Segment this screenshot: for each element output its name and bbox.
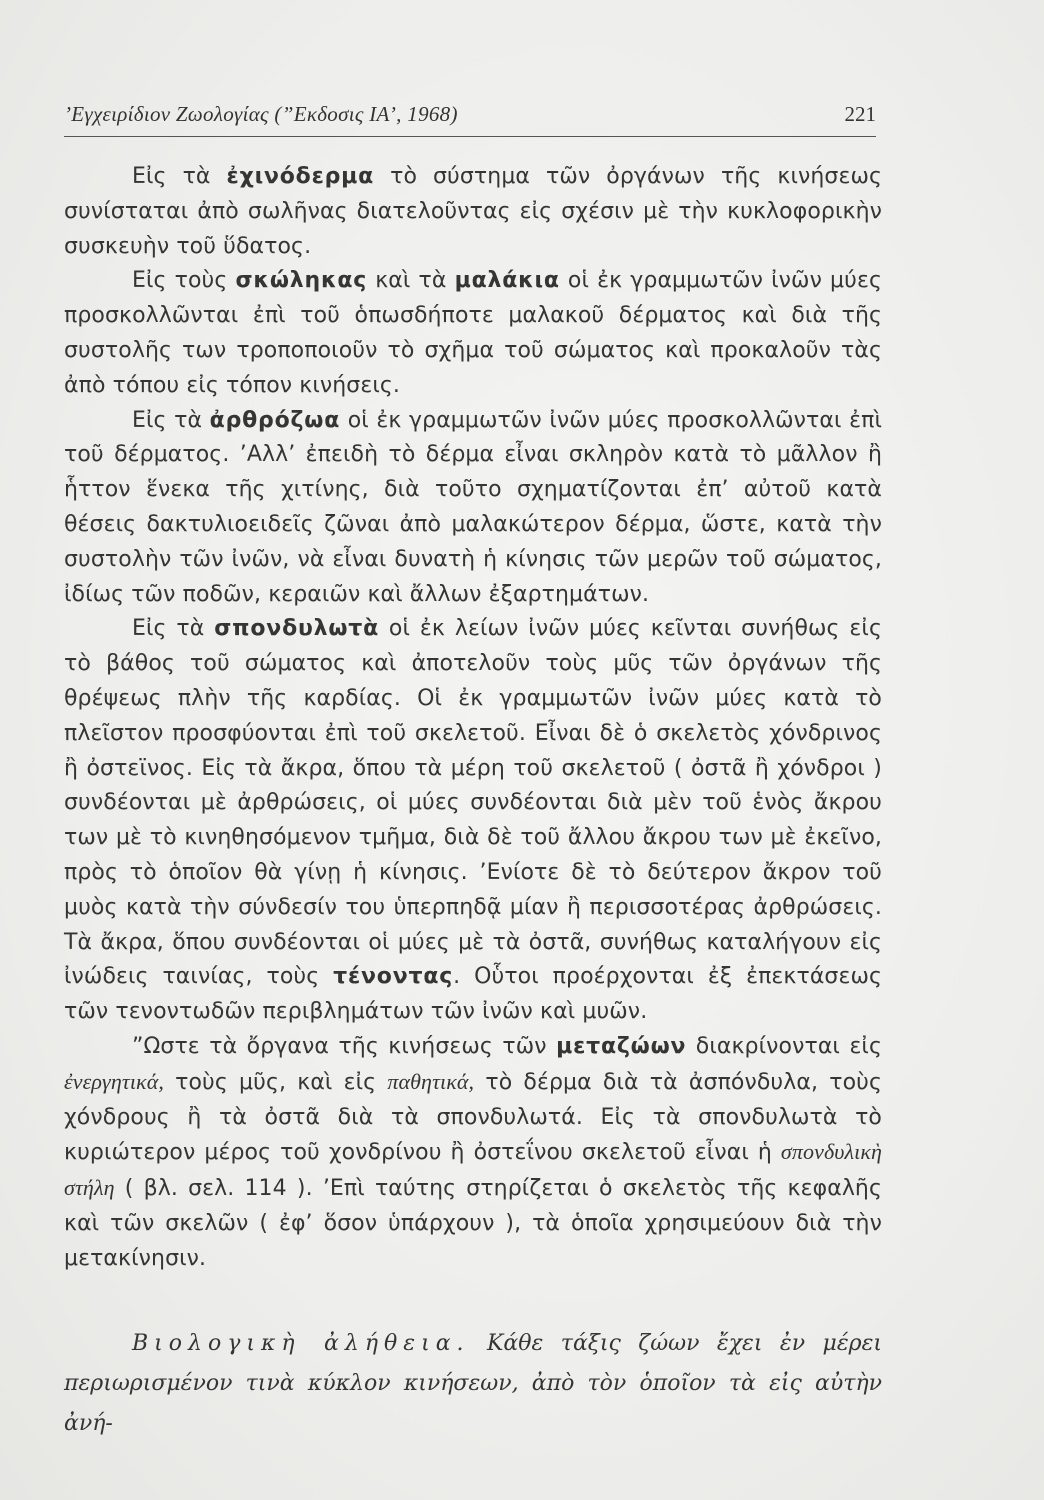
text-run: Εἰς τὰ: [132, 407, 210, 433]
italic-term: παθητικά,: [387, 1068, 475, 1094]
page-header: [64, 96, 876, 137]
italic-term: ἐνεργητικά,: [64, 1068, 164, 1094]
text-run: τὸ σύστημα τῶν ὀργάνων τῆς κινήσεως συνίσταται ἀπὸ σωλῆνας διατελοῦντας εἰς σχέσιν μὲ τὴν κυκλοφορικὴν συσκευὴν τοῦ ὕδατος.: [64, 164, 882, 259]
text-run: οἱ ἐκ γραμμωτῶν ἰνῶν μύες προσκολλῶνται ἐπὶ τοῦ ὁπωσδήποτε μαλακοῦ δέρματος καὶ διὰ τῆς συστολῆς των τροποποιοῦν τὸ σχῆμα τοῦ σώματος καὶ προκαλοῦν τὰς ἀπὸ τόπου εἰς τόπον κινήσεις.: [64, 268, 882, 398]
text-run: Εἰς τὰ: [132, 616, 215, 642]
paragraph-arthropods: [64, 404, 882, 613]
text-run: διακρίνονται εἰς: [686, 1033, 882, 1059]
italic-term: σπονδυλικὴ στήλη: [64, 1139, 882, 1201]
text-run: οἱ ἐκ λείων ἰνῶν μύες κεῖνται συνήθως εἰς τὸ βάθος τοῦ σώματος καὶ ἀποτελοῦν τοὺς μῦς τῶν ὀργάνων τῆς θρέψεως πλὴν τῆς καρδίας. Οἱ ἐκ γραμμωτῶν ἰνῶν μύες κατὰ τὸ πλεῖστον προσφύονται ἐπὶ τοῦ σκελετοῦ. Εἶναι δὲ ὁ σκελετὸς χόνδρινος ἢ ὀστεϊνος. Εἰς τὰ ἄκρα, ὅπου τὰ μέρη τοῦ σκελετοῦ ( ὀστᾶ ἢ χόνδροι ) συνδέονται μὲ ἀρθρώσεις, οἱ μύες συνδέονται διὰ μὲν τοῦ ἑνὸς ἄκρου των μὲ τὸ κινηθησόμενον τμῆμα, διὰ δὲ τοῦ ἄλλου ἄκρου των μὲ ἐκεῖνο, πρὸς τὸ ὁποῖον θὰ γίνῃ ἡ κίνησις. ’Ενίοτε δὲ τὸ δεύτερον ἄκρον τοῦ μυὸς κατὰ τὴν σύνδεσίν του ὑπερπηδᾷ μίαν ἢ περισσοτέρας ἀρθρώσεις. Τὰ ἄκρα, ὅπου συνδέονται οἱ μύες μὲ τὰ ὀστᾶ, συνήθως καταλήγουν εἰς ἰνώδεις ταινίας, τοὺς: [64, 616, 882, 990]
paragraph-echinoderms: [64, 160, 882, 264]
bold-term: ἐχινόδερμα: [226, 164, 375, 189]
text-run: . Οὗτοι προέρχονται ἐξ ἐπεκτάσεως τῶν τενοντωδῶν περιβλημάτων τῶν ἰνῶν καὶ μυῶν.: [64, 964, 882, 1025]
text-run: Κάθε τάξις ζώων ἔχει ἐν μέρει περιωρισμένον τινὰ κύκλον κινήσεων, ἀπὸ τὸν ὁποῖον τὰ εἰς αὐτὴν ἀνή-: [64, 1331, 883, 1436]
text-run: Εἰς τὰ: [132, 164, 227, 189]
text-run: Εἰς τοὺς: [132, 268, 236, 294]
bold-term: τένοντας: [333, 964, 454, 990]
bold-term: ἀρθρόζωα: [209, 407, 341, 433]
bold-term: μαλάκια: [454, 268, 560, 294]
biological-truth-paragraph: [64, 1324, 882, 1444]
text-run: τοὺς μῦς, καὶ εἰς: [163, 1069, 388, 1095]
text-run: ( βλ. σελ. 114 ). ’Επὶ ταύτης στηρίζεται ὁ σκελετὸς τῆς κεφαλῆς καὶ τῶν σκελῶν ( ἐφ’ ὅσον ὑπάρχουν ), τὰ ὁποῖα χρησιμεύουν διὰ τὴν μετακίνησιν.: [64, 1176, 882, 1271]
biological-truth-heading: Βιολογικὴ ἀλήθεια.: [132, 1331, 470, 1356]
text-run: καὶ τὰ: [367, 268, 455, 294]
body-text: [64, 160, 882, 1277]
text-run: οἱ ἐκ γραμμωτῶν ἰνῶν μύες προσκολλῶνται ἐπὶ τοῦ δέρματος. ’Αλλ’ ἐπειδὴ τὸ δέρμα εἶναι σκληρὸν κατὰ τὸ μᾶλλον ἢ ἧττον ἕνεκα τῆς χιτίνης, διὰ τοῦτο σχηματίζονται ἐπ’ αὐτοῦ κατὰ θέσεις δακτυλιοειδεῖς ζῶναι ἀπὸ μαλακώτερον δέρμα, ὥστε, κατὰ τὴν συστολὴν τῶν ἰνῶν, νὰ εἶναι δυνατὴ ἡ κίνησις τῶν μερῶν τοῦ σώματος, ἰδίως τῶν ποδῶν, κεραιῶν καὶ ἄλλων ἐξαρτημάτων.: [64, 407, 882, 607]
paragraph-vertebrates: [64, 612, 882, 1030]
bold-term: σπονδυλωτὰ: [214, 616, 380, 642]
bold-term: σκώληκας: [235, 268, 368, 294]
text-run: ”Ωστε τὰ ὄργανα τῆς κινήσεως τῶν: [132, 1033, 557, 1059]
running-head: ’Εγχειρίδιον Ζωολογίας (”Εκδοσις ΙΑ’, 1968): [64, 102, 458, 126]
page-number: 221: [844, 102, 876, 126]
bold-term: μεταζώων: [556, 1033, 687, 1059]
paragraph-summary: [64, 1030, 882, 1277]
paragraph-worms-molluscs: [64, 264, 882, 403]
text-run: τὸ δέρμα διὰ τὰ ἀσπόνδυλα, τοὺς χόνδρους ἢ τὰ ὀστᾶ διὰ τὰ σπονδυλωτά. Εἰς τὰ σπονδυλωτὰ τὸ κυριώτερον μέρος τοῦ χονδρίνου ἢ ὀστεΐνου σκελετοῦ εἶναι ἡ: [64, 1069, 882, 1166]
